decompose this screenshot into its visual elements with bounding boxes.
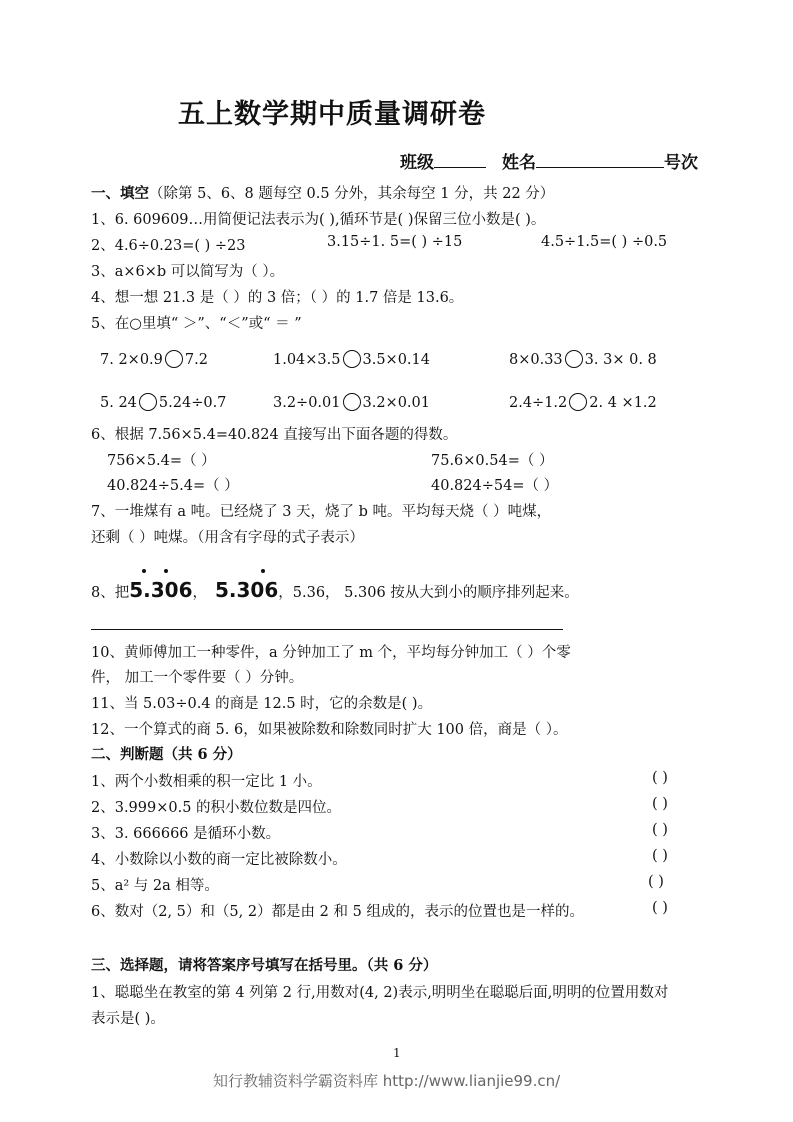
question-7-line1: 7、一堆煤有 a 吨。已经烧了 3 天，烧了 b 吨。平均每天烧（ ）吨煤， <box>91 504 552 520</box>
section1-note: （除第 5、6、8 题每空 0.5 分外，其余每空 1 分，共 22 分） <box>149 186 555 202</box>
q6-item: 40.824÷54=（ ） <box>431 478 559 494</box>
compare-circle[interactable] <box>343 350 361 368</box>
judge-item: 3、3. 666666 是循环小数。 <box>91 826 281 842</box>
number-label: 号次 <box>664 153 698 173</box>
judge-item: 6、数对（2, 5）和（5, 2）都是由 2 和 5 组成的，表示的位置也是一样的。 <box>91 904 584 920</box>
question-2b: 3.15÷1. 5=( ) ÷15 <box>327 234 463 250</box>
section2-heading: 二、判断题（共 6 分） <box>91 746 242 763</box>
question-11: 11、当 5.03÷0.4 的商是 12.5 时，它的余数是( )。 <box>91 696 433 712</box>
compare-circle[interactable] <box>569 393 587 411</box>
judge-item: 1、两个小数相乘的积一定比 1 小。 <box>91 774 322 790</box>
compare-circle[interactable] <box>139 393 157 411</box>
compare-item: 3.2÷0.01 3.2×0.01 <box>273 395 430 411</box>
question-8: 8、把5.306 ， 5.306 ，5.36， 5.306 按从大到小的顺序排列起来。 <box>91 578 579 602</box>
compare-item: 5. 24 5.24÷0.7 <box>100 395 227 411</box>
page-number: 1 <box>393 1046 401 1060</box>
q6-item: 756×5.4=（ ） <box>107 453 216 469</box>
question-10-line1: 10、黄师傅加工一种零件，a 分钟加工了 m 个，平均每分钟加工（ ）个零 <box>91 645 571 661</box>
class-blank <box>434 153 486 168</box>
question-6: 6、根据 7.56×5.4=40.824 直接写出下面各题的得数。 <box>91 427 458 443</box>
repeating-decimal-1: 5.306 <box>129 578 192 602</box>
compare-circle[interactable] <box>165 350 183 368</box>
question-5: 5、在○里填“ ＞”、“＜”或“ ＝ ” <box>91 316 302 332</box>
judge-item: 2、3.999×0.5 的积小数位数是四位。 <box>91 800 342 816</box>
footer-watermark: 知行教辅资料学霸资料库 http://www.lianjie99.cn/ <box>213 1072 561 1090</box>
compare-item: 2.4÷1.2 2. 4 ×1.2 <box>509 395 657 411</box>
compare-circle[interactable] <box>343 393 361 411</box>
class-field <box>400 148 486 173</box>
section1-heading: 一、填空（除第 5、6、8 题每空 0.5 分外，其余每空 1 分，共 22 分） <box>91 185 555 202</box>
answer-paren[interactable]: ( ) <box>652 770 668 786</box>
class-label: 班级 <box>400 153 434 173</box>
question-7-line2: 还剩（ ）吨煤。（用含有字母的式子表示） <box>91 530 364 546</box>
question-4: 4、想一想 21.3 是（ ）的 3 倍；（ ）的 1.7 倍是 13.6。 <box>91 290 464 306</box>
question-2a: 2、4.6÷0.23=( ) ÷23 <box>91 238 246 254</box>
judge-item: 5、a² 与 2a 相等。 <box>91 878 219 894</box>
question-10-line2: 件， 加工一个零件要（ ）分钟。 <box>91 670 304 686</box>
choice-question-1-line1: 1、聪聪坐在教室的第 4 列第 2 行,用数对(4, 2)表示,明明坐在聪聪后面,明明的位置用数对 <box>91 985 669 1001</box>
answer-paren[interactable]: ( ) <box>648 874 664 890</box>
answer-paren[interactable]: ( ) <box>652 822 668 838</box>
question-1: 1、6. 609609…用简便记法表示为( ),循环节是( )保留三位小数是( )。 <box>91 212 546 228</box>
answer-paren[interactable]: ( ) <box>652 848 668 864</box>
choice-question-1-line2: 表示是( )。 <box>91 1011 165 1027</box>
name-label: 姓名 <box>502 153 536 173</box>
question-2c: 4.5÷1.5=( ) ÷0.5 <box>541 234 668 250</box>
page-title: 五上数学期中质量调研卷 <box>178 99 486 130</box>
name-blank <box>536 153 664 168</box>
compare-circle[interactable] <box>565 350 583 368</box>
q6-item: 75.6×0.54=（ ） <box>431 453 554 469</box>
question-3: 3、a×6×b 可以简写为（ ）。 <box>91 264 285 280</box>
answer-line <box>91 629 563 630</box>
answer-paren[interactable]: ( ) <box>652 900 668 916</box>
answer-paren[interactable]: ( ) <box>652 796 668 812</box>
judge-item: 4、小数除以小数的商一定比被除数小。 <box>91 852 347 868</box>
name-field <box>502 148 698 173</box>
question-12: 12、一个算式的商 5. 6，如果被除数和除数同时扩大 100 倍，商是（ ）。 <box>91 722 568 738</box>
q6-item: 40.824÷5.4=（ ） <box>107 478 239 494</box>
repeating-decimal-2: 5.306 <box>215 578 278 602</box>
section3-heading: 三、选择题，请将答案序号填写在括号里。（共 6 分） <box>91 957 438 974</box>
compare-item: 7. 2×0.9 7.2 <box>100 352 208 368</box>
compare-item: 1.04×3.5 3.5×0.14 <box>273 352 430 368</box>
compare-item: 8×0.33 3. 3× 0. 8 <box>509 352 657 368</box>
